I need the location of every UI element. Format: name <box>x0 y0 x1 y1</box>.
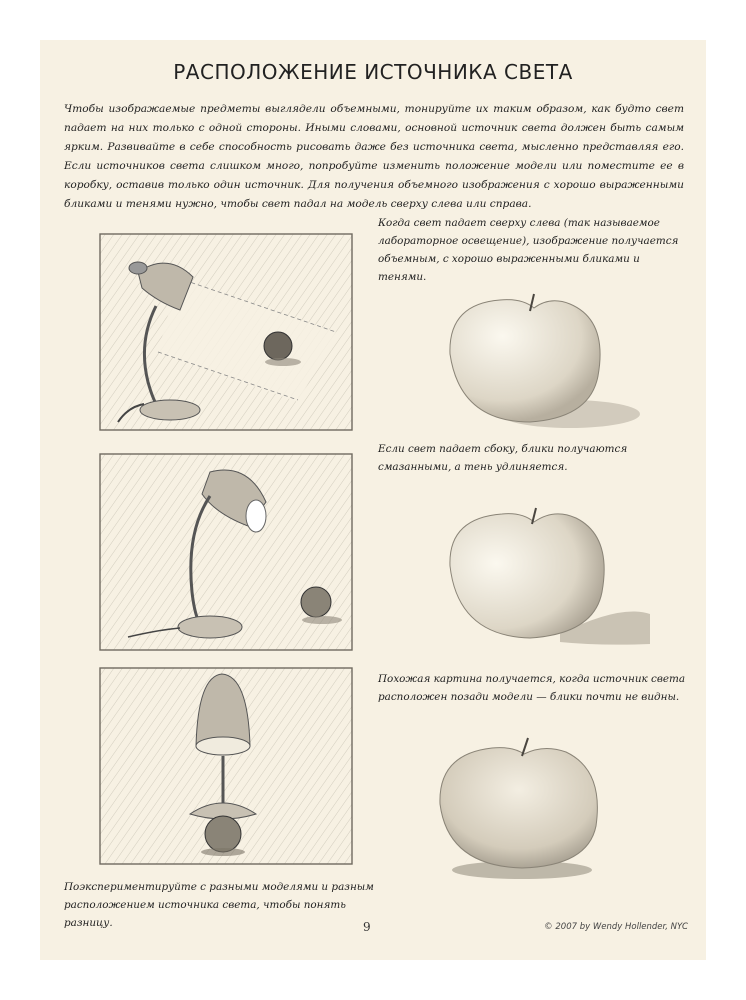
caption-top-left-light: Когда свет падает сверху слева (так называемое лабораторное освещение), изображение получается объемным, с хорошо выраженными бликами и тенями. <box>378 217 679 283</box>
caption-back-light: Похожая картина получается, когда источник света расположен позади модели — блики почти не видны. <box>378 673 686 703</box>
sketch-lamp-behind <box>98 666 354 866</box>
apple-sketch-2 <box>430 484 650 654</box>
caption-experiment: Поэкспериментируйте с разными моделями и разным расположением источника света, чтобы понять разницу. <box>64 881 374 929</box>
sketch-lamp-side <box>98 452 354 652</box>
book-page <box>40 40 706 960</box>
sketch-lamp-top-left <box>98 232 354 432</box>
page-number: 9 <box>363 920 371 934</box>
intro-paragraph: Чтобы изображаемые предметы выглядели объемными, тонируйте их таким образом, как будто свет падает на них только с одной стороны. Иными словами, основной источник света должен быть самым ярким. Развивайте в себе способность рисовать даже без источника света, мысленно представляя его. Если источников света слишком много, попробуйте изменить положение модели или поместите ее в коробку, оставив только один источник. Для получения объемного изображения с хорошо выраженными бликами и тенями нужно, чтобы свет падал на модель сверху слева или справа. <box>64 103 684 210</box>
page-title: РАСПОЛОЖЕНИЕ ИСТОЧНИКА СВЕТА <box>173 60 573 84</box>
copyright-notice: © 2007 by Wendy Hollender, NYC <box>544 922 688 932</box>
caption-side-light: Если свет падает сбоку, блики получаются смазанными, а тень удлиняется. <box>378 443 628 473</box>
apple-sketch-3 <box>426 718 626 888</box>
apple-sketch-1 <box>430 276 640 436</box>
